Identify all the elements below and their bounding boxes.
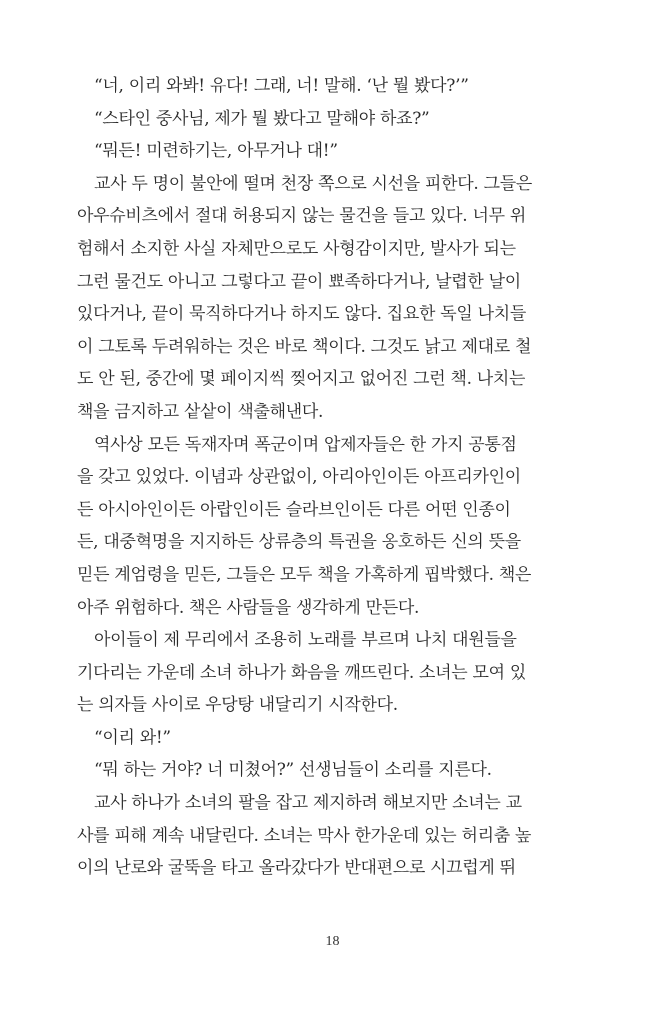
text-line: 믿든 계엄령을 믿든, 그들은 모두 책을 가혹하게 핍박했다. 책은	[77, 564, 532, 585]
text-line: 이 그토록 두려워하는 것은 바로 책이다. 그것도 낡고 제대로 철	[77, 336, 532, 357]
body-text	[77, 70, 607, 885]
text-line: “스타인 중사님, 제가 뭘 봤다고 말해야 하죠?”	[94, 108, 430, 129]
text-line: 든 아시아인이든 아랍인이든 슬라브인이든 다른 어떤 인종이	[77, 499, 511, 520]
text-line: 험해서 소지한 사실 자체만으로도 사형감이지만, 발사가 되는	[77, 238, 516, 259]
text-line: 아이들이 제 무리에서 조용히 노래를 부르며 나치 대원들을	[94, 630, 517, 651]
text-line: 아우슈비츠에서 절대 허용되지 않는 물건을 들고 있다. 너무 위	[77, 206, 526, 227]
page-number: 18	[325, 934, 340, 949]
text-line: 는 의자들 사이로 우당탕 내달리기 시작한다.	[77, 695, 398, 716]
text-line: 기다리는 가운데 소녀 하나가 화음을 깨뜨린다. 소녀는 모여 있	[77, 662, 526, 683]
text-line: “너, 이리 와봐! 유다! 그래, 너! 말해. ‘난 뭘 봤다?’”	[94, 76, 469, 96]
text-line: 그런 물건도 아니고 그렇다고 끝이 뾰족하다거나, 날렵한 날이	[77, 271, 521, 292]
text-line: 교사 두 명이 불안에 떨며 천장 쪽으로 시선을 피한다. 그들은	[94, 173, 532, 194]
text-line: 사를 피해 계속 내달린다. 소녀는 막사 한가운데 있는 허리춤 높	[77, 825, 532, 846]
text-line: 책을 금지하고 샅샅이 색출해낸다.	[77, 401, 324, 422]
text-line: 있다거나, 끝이 묵직하다거나 하지도 않다. 집요한 독일 나치들	[77, 304, 526, 325]
text-line: “뭐든! 미련하기는, 아무거나 대!”	[94, 141, 338, 162]
text-line: “뭐 하는 거야? 너 미쳤어?” 선생님들이 소리를 지른다.	[94, 760, 492, 781]
text-line: 을 갖고 있었다. 이념과 상관없이, 아리아인이든 아프리카인이	[77, 467, 521, 488]
text-line: 이의 난로와 굴뚝을 타고 올라갔다가 반대편으로 시끄럽게 뛰	[77, 858, 516, 879]
text-line: 아주 위험하다. 책은 사람들을 생각하게 만든다.	[77, 597, 420, 618]
text-line: 교사 하나가 소녀의 팔을 잡고 제지하려 해보지만 소녀는 교	[94, 793, 522, 814]
text-line: 든, 대중혁명을 지지하든 상류층의 특권을 옹호하든 신의 뜻을	[77, 532, 521, 553]
text-line: “이리 와!”	[94, 727, 171, 748]
text-line: 역사상 모든 독재자며 폭군이며 압제자들은 한 가지 공통점	[94, 434, 517, 455]
text-line: 도 안 된, 중간에 몇 페이지씩 찢어지고 없어진 그런 책. 나치는	[77, 369, 526, 390]
